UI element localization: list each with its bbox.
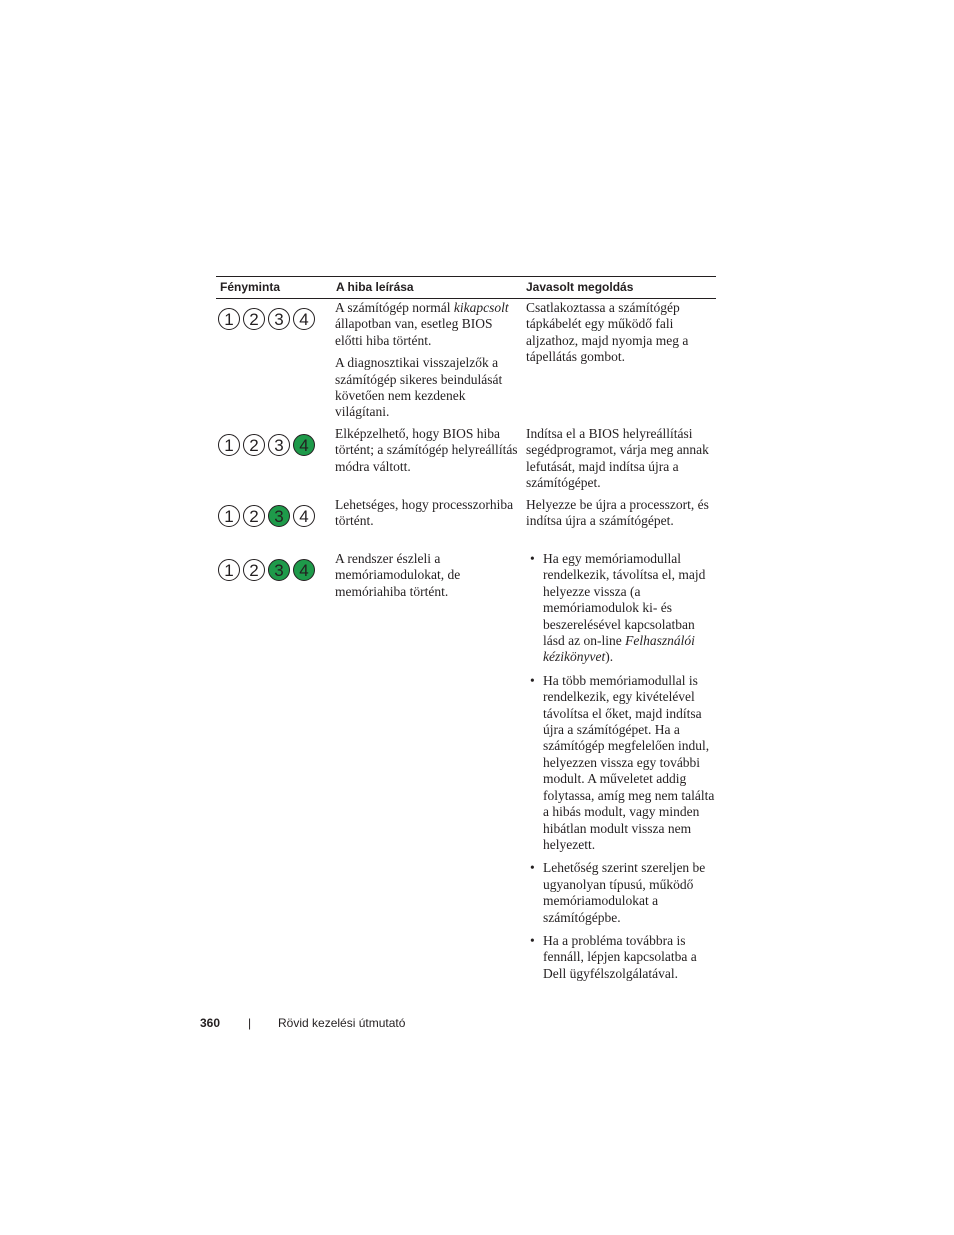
footer-title: Rövid kezelési útmutató [278, 1016, 406, 1030]
header-light-pattern: Fényminta [220, 280, 281, 294]
problem-description: A rendszer észleli a memóriamodulokat, de memóriahiba történt. [335, 551, 461, 599]
footer-separator: | [248, 1016, 252, 1030]
diagnostic-light-2: 2 [243, 559, 265, 581]
header-problem-description: A hiba leírása [336, 280, 414, 294]
page-number: 360 [200, 1016, 221, 1030]
diagnostic-light-1: 1 [218, 559, 240, 581]
diagnostic-light-4: 4 [293, 505, 315, 527]
diagnostic-light-1: 1 [218, 308, 240, 330]
problem-description: Lehetséges, hogy processzorhiba történt. [335, 497, 514, 529]
bullet-icon: • [530, 672, 535, 688]
bullet-icon: • [530, 860, 535, 876]
diagnostic-table [216, 276, 716, 299]
diagnostic-light-4: 4 [293, 308, 315, 330]
list-item: • Ha egy memóriamodullal rendelkezik, távolítsa el, majd helyezze vissza (a memóriamodulok ki- és beszerelésével kapcsolatban lásd az on-line Felhasználói kézikönyvet). [530, 551, 706, 665]
list-item: • Lehetőség szerint szereljen be ugyanolyan típusú, működő memóriamodulokat a számítógépbe. [530, 860, 706, 925]
bullet-icon: • [530, 932, 535, 948]
diagnostic-light-2: 2 [243, 434, 265, 456]
problem-description: Elképzelhető, hogy BIOS hiba történt; a számítógép helyreállítás módra váltott. [335, 426, 518, 474]
diagnostic-light-4: 4 [293, 559, 315, 581]
diagnostic-light-2: 2 [243, 505, 265, 527]
diagnostic-light-1: 1 [218, 434, 240, 456]
suggested-resolution: Indítsa el a BIOS helyreállítási segédprogramot, várja meg annak lefutását, majd indítsa újra a számítógépet. [526, 426, 709, 491]
table-header-rule [216, 298, 716, 299]
list-item: • Ha több memóriamodullal is rendelkezik, egy kivételével távolítsa el őket, majd indítsa újra a számítógépet. Ha a számítógép megfelelően indul, helyezzen vissza egy további modult. A műveletet addig folytassa, amíg meg nem találta a hibás modult, vagy minden hibátlan modult vissza nem helyezett. [530, 672, 715, 852]
resolution-bullet-list [526, 551, 716, 989]
bullet-icon: • [530, 551, 535, 566]
led-pattern [218, 505, 315, 527]
led-pattern [218, 434, 315, 456]
led-pattern [218, 308, 315, 330]
diagnostic-light-1: 1 [218, 505, 240, 527]
diagnostic-light-4: 4 [293, 434, 315, 456]
led-pattern [218, 559, 315, 581]
suggested-resolution: Helyezze be újra a processzort, és indítsa újra a számítógépet. [526, 497, 709, 529]
diagnostic-light-3: 3 [268, 559, 290, 581]
header-suggested-resolution: Javasolt megoldás [526, 280, 634, 294]
diagnostic-light-2: 2 [243, 308, 265, 330]
suggested-resolution: Csatlakoztassa a számítógép tápkábelét egy működő fali aljzathoz, majd nyomja meg a tápellátás gombot. [526, 300, 689, 365]
diagnostic-light-3: 3 [268, 434, 290, 456]
list-item: • Ha a probléma továbbra is fennáll, lépjen kapcsolatba a Dell ügyfélszolgálatával. [530, 932, 697, 981]
diagnostic-light-3: 3 [268, 505, 290, 527]
description-paragraph: A diagnosztikai visszajelzők a számítógép sikeres beindulását követően nem kezdenek világítani. [335, 355, 503, 420]
description-paragraph: A számítógép normál kikapcsolt állapotban van, esetleg BIOS előtti hiba történt. [335, 300, 509, 348]
table-header-row [216, 277, 716, 298]
problem-description [335, 300, 521, 427]
diagnostic-light-3: 3 [268, 308, 290, 330]
